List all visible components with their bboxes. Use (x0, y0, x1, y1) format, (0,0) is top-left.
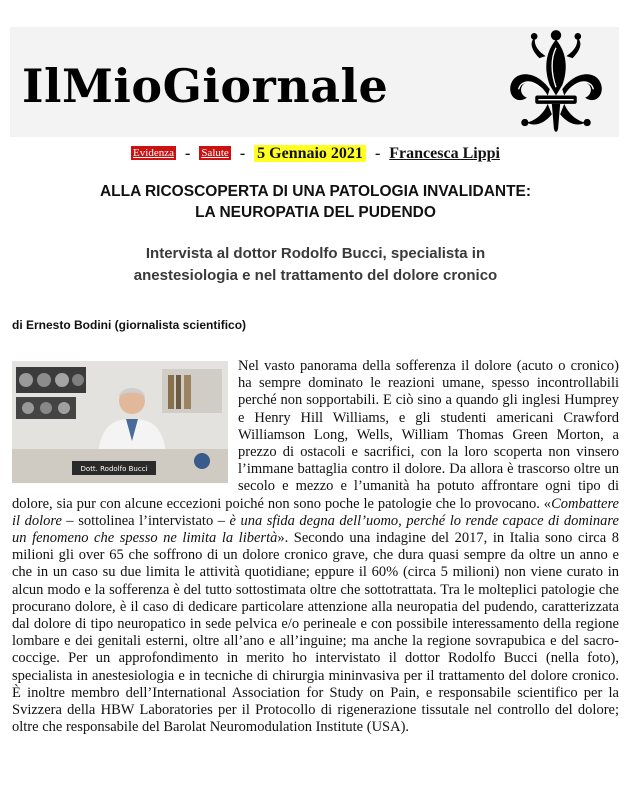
tag-salute[interactable]: Salute (201, 147, 229, 159)
article-headline (0, 181, 631, 223)
article-body (12, 358, 619, 736)
subheading-line: Intervista al dottor Rodolfo Bucci, specialista in (145, 245, 486, 262)
byline: di Ernesto Bodini (giornalista scientifico) (12, 318, 247, 332)
masthead (10, 27, 619, 137)
tag-evidenza[interactable]: Evidenza (133, 147, 174, 159)
headline-line: ALLA RICOSCOPERTA DI UNA PATOLOGIA INVALIDANTE: (99, 183, 532, 200)
article-meta (0, 145, 631, 163)
photo-caption: Dott. Rodolfo Bucci (80, 465, 148, 473)
photo-spacer (12, 358, 238, 486)
article-paragraph: Nel vasto panorama della sofferenza il dolore (acuto o cronico) ha sempre dominato le reazioni umane, spesso incontrollabili perché non sopportabili. E ciò sino a quando gli inglesi Humprey e Henry Hill Williams, e gli studenti americani Crawford Williamson Long, Wells, William Thomas Green Morton, a prezzo di ostacoli e sacrifici, con la loro scoperta non vinsero l’immane battaglia contro il dolore. Da allora è trascorso oltre un secolo e mezzo e l’umanità ha potuto affrontare ogni tipo di dolore, sia pur con alcune eccezioni poiché non sono poche le patologie che lo provocano. «Combattere il dolore – sottolinea l’intervistato – è una sfida degna dell’uomo, perché lo rende capace di dominare un fenomeno che spesso ne limita la libertà». Secondo una indagine del 2017, in Italia sono circa 8 milioni gli over 65 che soffrono di un dolore cronico grave, che dura quasi sempre da oltre un anno e che in un caso su due limita le attività quotidiane; eppure il 60% (circa 5 milioni) non viene curato in alcun modo e la sofferenza è del tutto sottostimata oltre che sottotrattata. Tra le molteplici patologie che procurano dolore, è il caso di dedicare particolare attenzione alla neuropatia del pudendo, caratterizzata dal dolore di tipo neuropatico in sede pelvica e/o perineale e con possibile interessamento della regione lombare e dei genitali esterni, oltre all’ano e all’inguine; ma anche la regione sovrapubica e del sacro-coccige. Per un approfondimento in merito ho intervistato il dottor Rodolfo Bucci (nella foto), specialista in anestesiologia e in tecniche di chirurgia mininvasiva per il trattamento del dolore cronico. È inoltre membro dell’International Association for Study on Pain, e responsabile scientifico per la Svizzera della HBW Laboratories per il Protocollo di rigenerazione tissutale nel controllo del dolore; oltre che responsabile del Barolat Neuromodulation Institute (USA). (12, 358, 619, 736)
meta-separator: - (374, 145, 381, 162)
subheading-line: anestesiologia e nel trattamento del dolore cronico (133, 267, 498, 284)
quote-text: è una sfida degna dell’uomo, perché lo rende capace di dominare un fenomeno che spesso ne limita la libertà (12, 512, 619, 547)
article-subheading (0, 243, 631, 287)
author-link[interactable]: Francesca Lippi (389, 145, 500, 162)
meta-separator: - (184, 145, 191, 162)
quote-text: Combattere il dolore (12, 495, 619, 529)
site-title[interactable]: IlMioGiornale (22, 59, 389, 113)
meta-separator: - (239, 145, 246, 162)
fleur-de-lis-icon (504, 27, 608, 135)
headline-line: LA NEUROPATIA DEL PUDENDO (195, 204, 436, 221)
publish-date: 5 Gennaio 2021 (254, 145, 366, 162)
